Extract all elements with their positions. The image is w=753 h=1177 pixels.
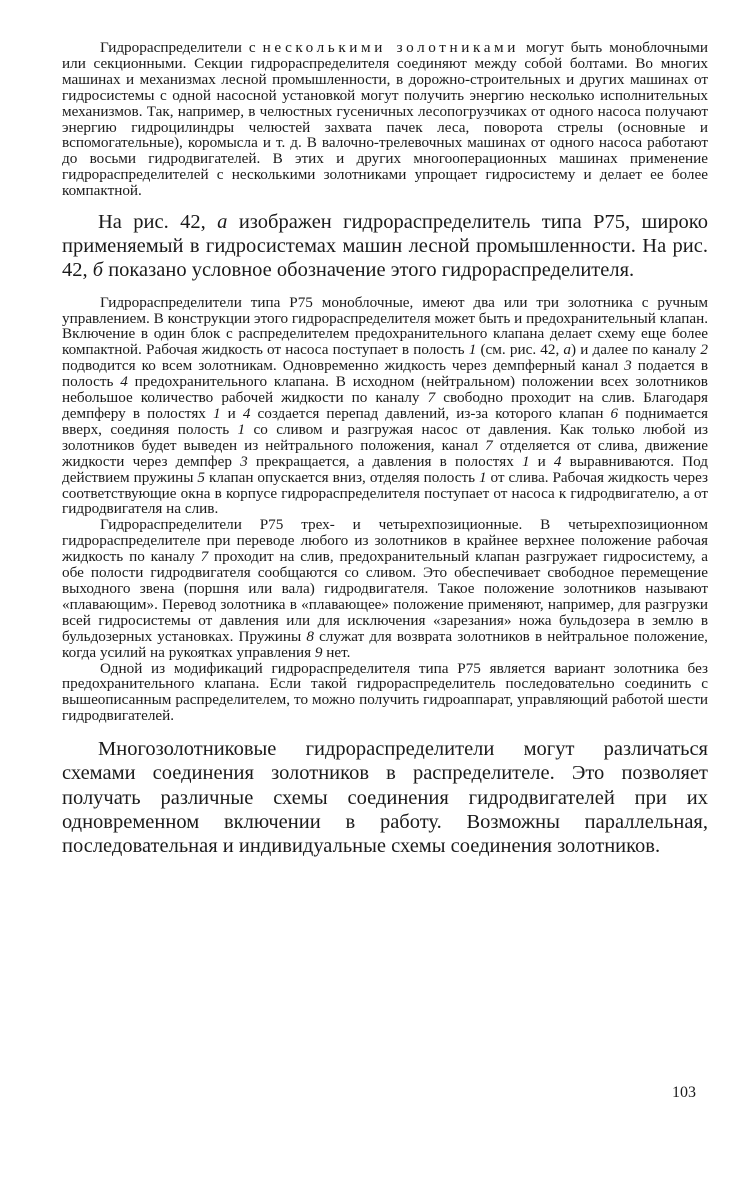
paragraph-positions: [62, 517, 708, 660]
ref-number: 1: [521, 452, 530, 470]
ref-number: 4: [242, 405, 251, 423]
text-run: прекращается, а давления в полостях: [247, 452, 522, 470]
ref-number: 3: [624, 357, 632, 375]
ref-number: 7: [427, 389, 436, 407]
ref-number: 4: [120, 373, 128, 391]
text-run: Гидрораспределители с: [100, 39, 263, 56]
text-run: создается перепад давлений, из-за которого клапан: [250, 405, 611, 423]
ref-number: а: [563, 341, 572, 359]
ref-number: 7: [200, 548, 209, 566]
ref-number: 1: [478, 468, 487, 486]
text-run: со сливом и разгружая насос от давления. Как только любой из золотников будет выведен из нейтрального положения, канал: [62, 420, 708, 454]
spaced-emphasis: несколькими золотниками: [262, 39, 519, 56]
page-number: 103: [672, 1084, 696, 1101]
text-run: На рис. 42,: [98, 211, 218, 234]
figure-ref-b: б: [92, 259, 104, 282]
text-run: поднимается вверх, соединяя полость: [62, 405, 708, 438]
text-run: ) и далее по каналу: [571, 341, 701, 359]
ref-number: 1: [237, 420, 246, 438]
figure-ref-a: а: [217, 211, 228, 234]
text-run: Многозолотниковые гидрораспределители могут различаться схемами соединения золотников в распределителе. Это позволяет получать различные схемы соединения гидродвигателей при их одновременном включении в работу. Возможны параллельная, последовательная и индивидуальные схемы соединения золотников.: [62, 738, 708, 857]
ref-number: 1: [212, 405, 221, 423]
text-run: изображен гидрораспределитель типа Р75, широко применяемый в гидросистемах машин лесной промышленности. На рис. 42,: [62, 211, 708, 282]
text-run: (см. рис. 42,: [476, 341, 564, 359]
ref-number: 8: [306, 627, 314, 645]
text-run: подается в полость: [62, 357, 709, 391]
text-run: могут быть моноблочными или секционными. Секции гидрораспределителя соединяют между собой болтами. Во многих машинах и механизмах лесной промышленности, в дорожно-строительных и других машинах от гидросистемы с одной насосной установкой могут получить энергию несколько исполнительных механизмов. Так, например, в челюстных гусеничных лесопогрузчиках от одного насоса получают энергию гидроцилиндры челюстей захвата пачек леса, поворота стрелы (основные и вспомогательные), коромысла и т. д. В валочно-трелевочных машинах от одного насоса работают до восьми гидродвигателей. В этих и других многооперационных машинах применение гидрораспределителей с несколькими золотниками упрощает гидросистему и делает ее более компактной.: [62, 39, 708, 200]
ref-number: 9: [314, 643, 323, 661]
page-body: [62, 40, 708, 858]
paragraph-connection-schemes: [62, 737, 708, 858]
text-run: свободно проходит на слив. Благодаря демпферу в полостях: [62, 389, 708, 423]
text-run: нет.: [322, 643, 351, 661]
text-run: показано условное обозначение этого гидрораспределителя.: [103, 259, 635, 282]
text-run: выравниваются. Под действием пружины: [62, 452, 708, 486]
paragraph-modification: [62, 661, 708, 725]
text-run: клапан опускается вниз, отделяя полость: [205, 468, 479, 486]
text-run: подводится ко всем золотникам. Одновременно жидкость через демпферный канал: [62, 357, 625, 375]
text-run: Гидрораспределители Р75 трех- и четырехпозиционные. В четырехпозиционном гидрораспределителе при переводе любого из золотников в крайнее верхнее положение рабочая жидкость по каналу: [62, 516, 708, 566]
ref-number: 1: [468, 341, 477, 359]
text-run: и: [220, 405, 243, 423]
ref-number: 4: [553, 452, 562, 470]
text-run: отделяется от слива, движение жидкости через демпфер: [62, 436, 708, 470]
ref-number: 2: [700, 341, 709, 359]
text-run: и: [529, 452, 554, 470]
text-run: проходит на слив, предохранительный клапан разгружает гидросистему, а обе полости гидродвигателя сообщаются со сливом. Это обеспечивает свободное перемещение выходного звена (поршня или вала) гидродвигателя. Такое положение золотников называют «плавающим». Перевод золотника в «плавающее» положение применяют, например, для разгрузки всей гидросистемы от давления или для исключения «зарезания» ножа бульдозера в землю в бульдозерных установках. Пружины: [62, 548, 708, 645]
ref-number: 7: [485, 436, 493, 454]
paragraph-figure-42-intro: [62, 210, 708, 283]
text-run: Гидрораспределители типа Р75 моноблочные, имеют два или три золотника с ручным управлением. В конструкции этого гидрораспределителя может быть и предохранительный клапан. Включение в один блок с распределителем предохранительного клапана делает схему еще более компактной. Рабочая жидкость от насоса поступает в полость: [62, 293, 708, 359]
ref-number: 3: [240, 452, 248, 470]
paragraph-p75-operation: [62, 295, 708, 518]
text-run: предохранительного клапана. В исходном (нейтральном) положении всех золотников небольшое количество рабочей жидкости по каналу: [62, 373, 708, 407]
ref-number: 6: [610, 405, 619, 423]
ref-number: 5: [197, 468, 206, 486]
paragraph-multi-spool-intro: [62, 40, 708, 199]
text-run: от слива. Рабочая жидкость через соответствующие окна в корпусе гидрораспределителя поступает от насоса к гидродвигателю, а от гидродвигателя на слив.: [62, 468, 708, 518]
text-run: служат для возврата золотников в нейтральное положение, когда усилий на рукоятках управления: [62, 627, 708, 661]
text-run: Одной из модификаций гидрораспределителя типа Р75 является вариант золотника без предохранительного клапана. Если такой гидрораспределитель последовательно соединить с вышеописанным распределителем, то можно получить гидроаппарат, управляющий работой шести гидродвигателей.: [62, 659, 708, 725]
